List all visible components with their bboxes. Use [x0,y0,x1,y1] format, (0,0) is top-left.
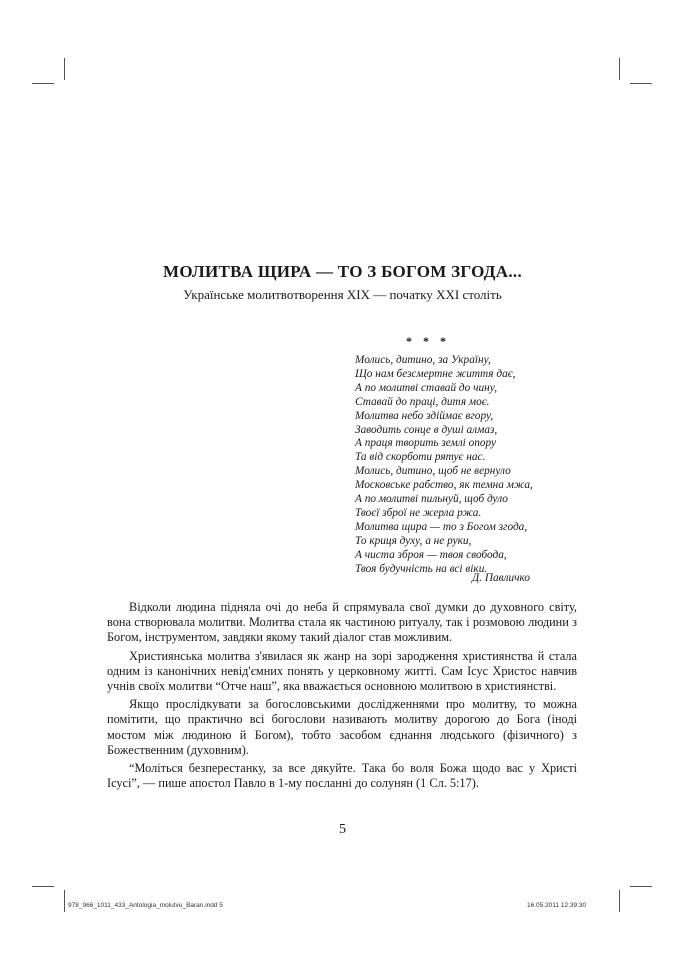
chapter-title: МОЛИТВА ЩИРА — ТО З БОГОМ ЗГОДА... [162,262,523,281]
poem-line: Молитва щира — то з Богом згода, [355,520,528,533]
poem-line: То криця духу, а не руки, [355,534,472,547]
poem-line: Молись, дитино, за Україну, [355,354,491,366]
poem-line: Твоєї зброї не жерла ржа. [355,506,482,519]
crop-mark-bottom-left-h [32,886,54,887]
poem-line: Молитва небо здіймає вгору, [355,409,494,422]
poem-line: Твоя будучність на всі віки. [355,562,488,575]
crop-mark-bottom-right-h [630,886,652,887]
body-text [107,600,577,794]
crop-mark-bottom-left [64,890,65,912]
poem-line: Ставай до праці, дитя моє. [355,395,490,408]
chapter-subtitle: Українське молитвотворення XIX — початку XXI століть [183,287,502,302]
paragraph: “Моліться безперестанку, за все дякуйте. Така бо воля Божа щодо вас у Христі Ісусі”, — пише апостол Павло в 1-му посланні до солунян (1 Сл. 5:17). [107,761,577,791]
poem-line: Заводить сонце в душі алмаз, [355,423,498,436]
crop-mark-top-left [64,58,65,80]
crop-mark-bottom-right [619,890,620,912]
epigraph-poem [355,354,533,577]
slug-timestamp: 16.05.2011 12:39:30 [527,902,587,909]
poem-line: Та від скорботи рятує нас. [355,451,486,464]
crop-mark-top-right [619,58,620,80]
poem-line: А праця творить землі опору [355,437,497,450]
poem-line: А по молитві ставай до чину, [355,381,498,394]
section-separator: * * * [406,334,450,348]
poem-author: Д. Павличко [471,572,530,584]
paragraph: Якщо прослідкувати за богословськими дослідженнями про молитву, то можна помітити, що практично всі богослови називають молитву дорогою до Бога (іноді мостом між людиною й Богом), тобто засобом єднання людського (фізичного) з Божественним (духовним). [107,697,577,757]
slug-file-name: 978_966_1011_433_Antologia_molutvu_Baran.indd 5 [68,902,223,909]
crop-mark-top-left-h [32,83,54,84]
page-number: 5 [339,822,346,837]
poem-line: Що нам безсмертне життя дає, [355,367,516,380]
paragraph: Відколи людина підняла очі до неба й спрямувала свої думки до духовного світу, вона створювала молитви. Молитва стала як частиною ритуалу, так і розмовою людини з Богом, інструментом, завдяки якому такий діалог став можливим. [107,600,577,645]
poem-line: А чиста зброя — твоя свобода, [355,548,507,561]
paragraph: Християнська молитва з'явилася як жанр на зорі зародження християнства й стала одним із канонічних невід'ємних понять у церковному житті. Сам Ісус Христос навчив учнів своїх молитви “Отче наш”, яка вважається основною молитвою в християнстві. [107,648,577,694]
crop-mark-top-right-h [630,83,652,84]
poem-line: А по молитві пильнуй, щоб дуло [355,493,508,506]
poem-line: Молись, дитино, щоб не вернуло [355,465,511,478]
poem-line: Московське рабство, як темна мжа, [355,479,533,492]
